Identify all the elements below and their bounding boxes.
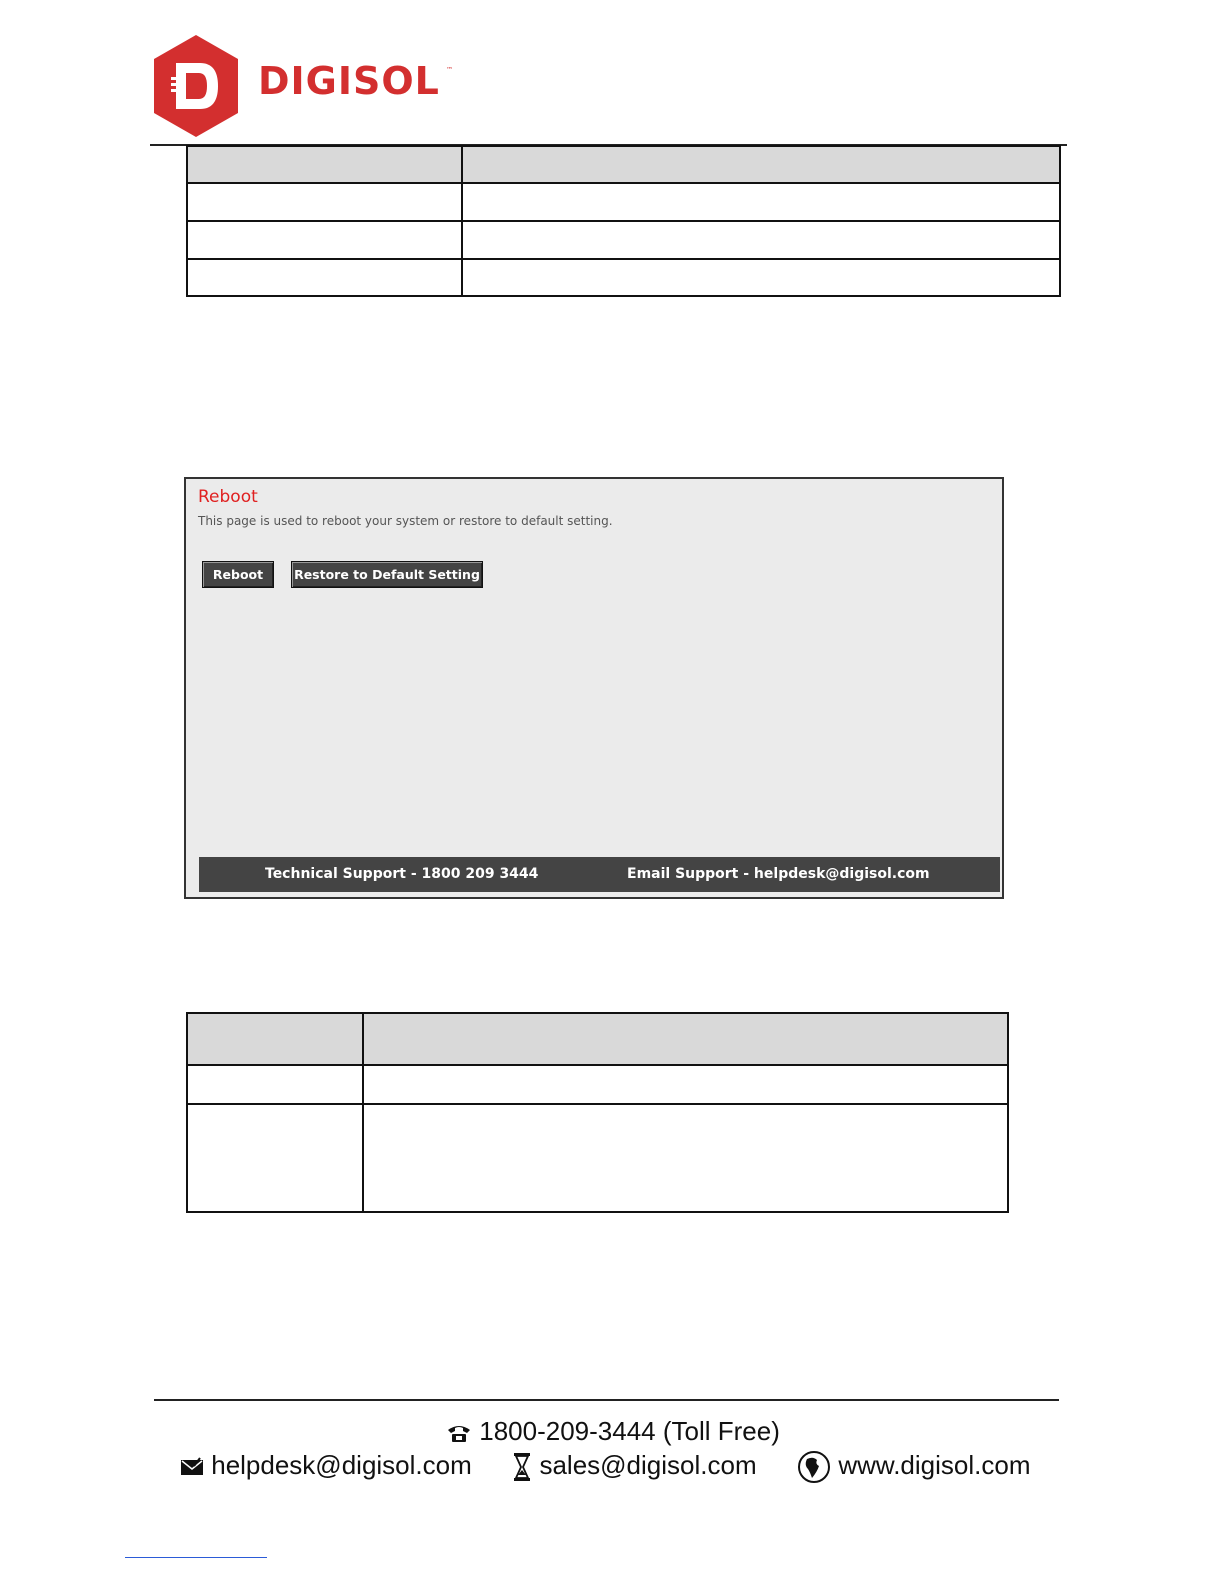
brand-name: DIGISOL bbox=[258, 59, 440, 103]
table-cell bbox=[462, 221, 1060, 259]
table-row bbox=[187, 259, 1060, 296]
envelope-icon bbox=[180, 1456, 204, 1478]
footer-contact-line bbox=[180, 1450, 1030, 1484]
hourglass-icon bbox=[512, 1452, 532, 1482]
table-cell bbox=[363, 1104, 1008, 1212]
table-header-cell bbox=[187, 1013, 363, 1065]
table-header-row bbox=[187, 146, 1060, 183]
reboot-panel-screenshot bbox=[184, 477, 1004, 899]
table-cell bbox=[363, 1065, 1008, 1104]
footer-helpdesk-email[interactable]: helpdesk@digisol.com bbox=[211, 1449, 472, 1480]
table-header-row bbox=[187, 1013, 1008, 1065]
email-support-text: Email Support - helpdesk@digisol.com bbox=[627, 866, 930, 882]
panel-title: Reboot bbox=[198, 487, 258, 507]
restore-default-button[interactable]: Restore to Default Setting bbox=[291, 561, 483, 588]
footer-phone: 1800-209-3444 (Toll Free) bbox=[479, 1416, 780, 1446]
table-cell bbox=[462, 183, 1060, 221]
globe-icon bbox=[797, 1450, 831, 1484]
bottom-table bbox=[186, 1012, 1009, 1213]
panel-description: This page is used to reboot your system or restore to default setting. bbox=[198, 514, 613, 528]
table-cell bbox=[187, 221, 462, 259]
table-cell bbox=[187, 183, 462, 221]
bottom-link-underline bbox=[125, 1557, 267, 1558]
table-row bbox=[187, 183, 1060, 221]
table-header-cell bbox=[462, 146, 1060, 183]
table-header-cell bbox=[187, 146, 462, 183]
footer-sales-email[interactable]: sales@digisol.com bbox=[539, 1449, 757, 1480]
table-cell bbox=[187, 1065, 363, 1104]
table-cell bbox=[187, 1104, 363, 1212]
table-row bbox=[187, 1065, 1008, 1104]
support-bar bbox=[199, 857, 1000, 892]
reboot-button[interactable]: Reboot bbox=[202, 561, 274, 588]
technical-support-text: Technical Support - 1800 209 3444 bbox=[265, 866, 539, 882]
table-cell bbox=[462, 259, 1060, 296]
top-table bbox=[186, 145, 1061, 297]
table-cell bbox=[187, 259, 462, 296]
footer-phone-line bbox=[446, 1418, 780, 1444]
table-row bbox=[187, 221, 1060, 259]
table-row bbox=[187, 1104, 1008, 1212]
digisol-logo-icon bbox=[152, 33, 240, 139]
footer-website[interactable]: www.digisol.com bbox=[838, 1449, 1031, 1480]
telephone-icon bbox=[446, 1422, 472, 1444]
table-header-cell bbox=[363, 1013, 1008, 1065]
trademark-symbol: ™ bbox=[446, 66, 453, 74]
footer-divider bbox=[154, 1399, 1059, 1401]
